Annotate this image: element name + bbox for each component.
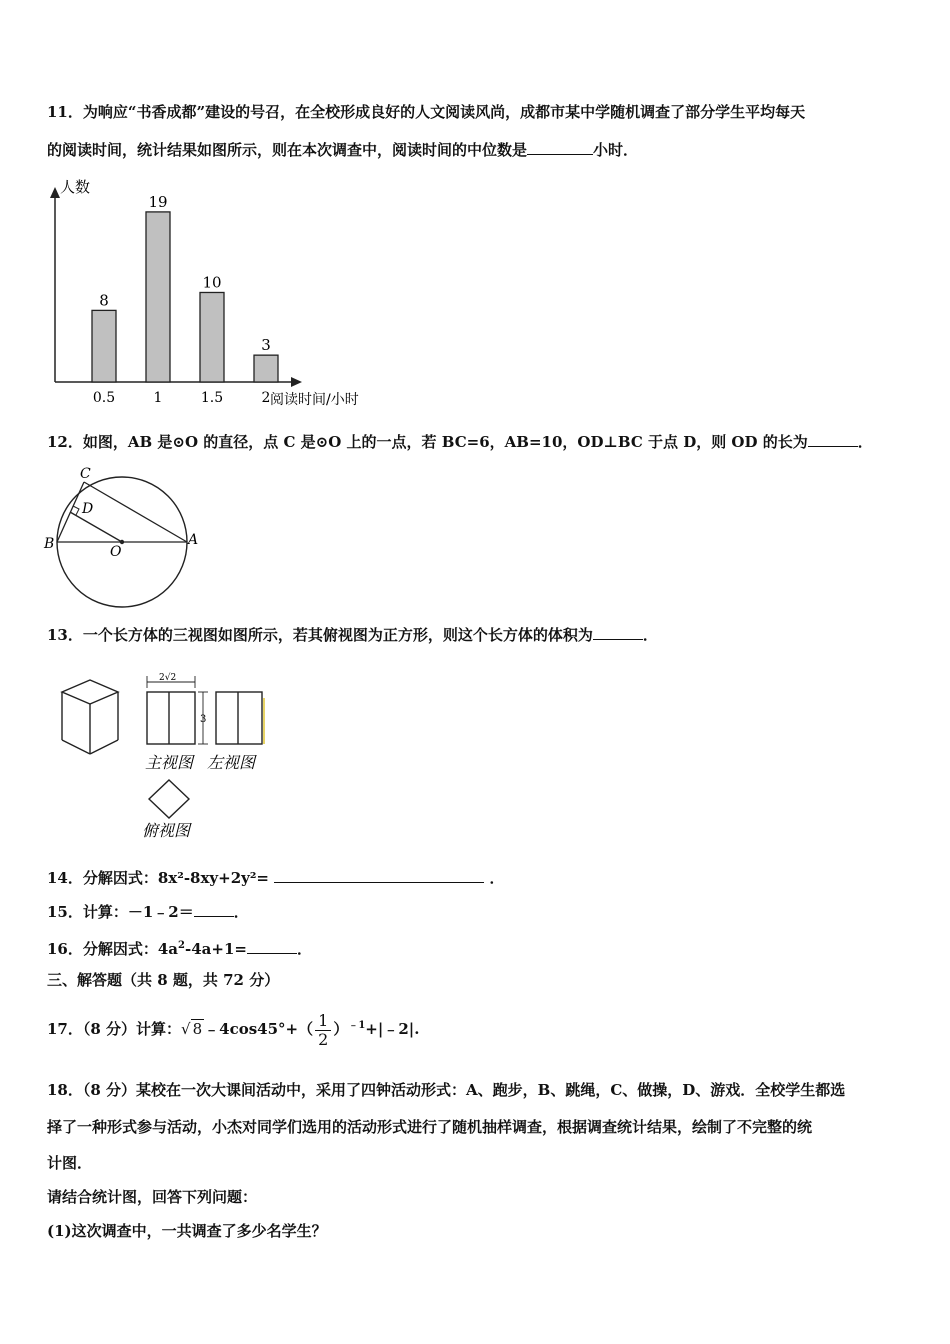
label-b: B bbox=[44, 536, 55, 552]
q16-exponent: 2 bbox=[178, 940, 185, 951]
q12-tail: ． bbox=[857, 433, 873, 451]
x-tick-label: 0.5 bbox=[92, 390, 116, 406]
cuboid-drawing bbox=[62, 680, 118, 754]
q14-tail: ． bbox=[489, 869, 505, 887]
q11-line2-text: 的阅读时间，统计结果如图所示，则在本次调查中，阅读时间的中位数是 bbox=[47, 141, 528, 159]
bars-group bbox=[92, 193, 278, 406]
height-label: 3 bbox=[200, 714, 207, 725]
y-axis-arrow bbox=[50, 187, 60, 198]
bar-0.5 bbox=[92, 310, 116, 382]
q17-frac-den: 2 bbox=[318, 1029, 329, 1049]
bar-value-label: 19 bbox=[148, 192, 168, 211]
left-view-label: 左视图 bbox=[207, 753, 256, 772]
q11-line2 bbox=[47, 140, 638, 160]
label-o: O bbox=[110, 544, 122, 560]
q16-text-b: -4a+1= bbox=[185, 940, 247, 958]
label-a: A bbox=[188, 532, 199, 548]
q18-line1: 18．（8 分）某校在一次大课间活动中，采用了四钟活动形式：A、跑步，B、跳绳，C、做操，D、游戏．全校学生都选 bbox=[47, 1081, 846, 1099]
front-view-label: 主视图 bbox=[145, 753, 194, 772]
label-c: C bbox=[80, 466, 91, 482]
q17-text-c: ） bbox=[333, 1020, 349, 1038]
q12-text: 12．如图，AB 是⊙O 的直径，点 C 是⊙O 上的一点，若 BC=6，AB=10，OD⊥BC 于点 D，则 OD 的长为 bbox=[47, 433, 808, 451]
bar-1 bbox=[146, 212, 170, 382]
x-tick-label: 1 bbox=[153, 390, 163, 406]
q13-tail: ． bbox=[642, 626, 658, 644]
width-label: 2√2 bbox=[159, 673, 177, 683]
circle-figure-svg bbox=[40, 466, 205, 611]
label-d: D bbox=[82, 501, 94, 517]
front-view bbox=[147, 692, 195, 744]
q12-answer-blank bbox=[808, 432, 858, 447]
top-view-label: 俯视图 bbox=[142, 821, 191, 840]
top-view bbox=[149, 780, 189, 818]
q18-line2: 择了一种形式参与活动，小杰对同学们选用的活动形式进行了随机抽样调查，根据调查统计结果，绘制了不完整的统 bbox=[47, 1118, 813, 1136]
q14-answer-blank bbox=[274, 868, 484, 883]
three-view-figure bbox=[50, 668, 280, 843]
q15-tail: ． bbox=[233, 903, 249, 921]
q17-exponent: ﹣1 bbox=[348, 1020, 366, 1031]
q13-line bbox=[47, 625, 658, 645]
x-axis-label: 阅读时间/小时 bbox=[270, 392, 359, 408]
q16-answer-blank bbox=[247, 939, 297, 954]
x-axis-arrow bbox=[291, 377, 302, 387]
y-axis-label: 人数 bbox=[60, 178, 91, 196]
q14-line bbox=[47, 868, 505, 888]
q15-answer-blank bbox=[194, 902, 234, 917]
circle-geometry-figure bbox=[40, 466, 205, 611]
q17-line bbox=[47, 1000, 419, 1055]
q17-frac-num: 1 bbox=[315, 1012, 331, 1031]
q17-text-a: 17．（8 分）计算： bbox=[47, 1020, 182, 1038]
bar-value-label: 8 bbox=[99, 291, 109, 310]
bar-value-label: 3 bbox=[261, 336, 271, 355]
bar-1.5 bbox=[200, 292, 224, 382]
q17-text-d: +|﹣2|. bbox=[365, 1020, 420, 1038]
q13-text: 13．一个长方体的三视图如图所示，若其俯视图为正方形，则这个长方体的体积为 bbox=[47, 626, 593, 644]
q15-text: 15．计算：－1﹣2＝ bbox=[47, 903, 194, 921]
x-tick-label: 1.5 bbox=[200, 390, 224, 406]
bar-chart-svg bbox=[40, 172, 385, 412]
q16-text-a: 16．分解因式：4a bbox=[47, 940, 179, 958]
three-view-svg bbox=[50, 668, 280, 843]
q18-line3: 计图． bbox=[47, 1154, 93, 1172]
q17-fraction bbox=[315, 1012, 331, 1049]
q16-tail: ． bbox=[296, 940, 312, 958]
left-view bbox=[216, 692, 262, 744]
reading-time-bar-chart bbox=[40, 172, 385, 412]
q17-sqrt: √ 8 bbox=[181, 1020, 203, 1038]
chord-ca bbox=[84, 482, 187, 542]
q13-answer-blank bbox=[593, 625, 643, 640]
q12-line bbox=[47, 432, 873, 452]
q16-line bbox=[47, 936, 312, 959]
section3-title: 三、解答题（共 8 题，共 72 分） bbox=[47, 971, 280, 989]
q17-text-b: ﹣4cos45°+（ bbox=[204, 1020, 314, 1038]
bar-2 bbox=[254, 355, 278, 382]
q17-radicand: 8 bbox=[192, 1020, 203, 1038]
bar-value-label: 10 bbox=[202, 273, 222, 292]
q11-answer-blank bbox=[527, 140, 593, 155]
q11-line2-tail: 小时． bbox=[593, 141, 639, 159]
q14-text: 14．分解因式：8x²-8xy+2y²= bbox=[47, 869, 270, 887]
q18-line5: (1)这次调查中，一共调查了多少名学生？ bbox=[47, 1222, 327, 1240]
segment-od bbox=[70, 512, 122, 542]
q18-line4: 请结合统计图，回答下列问题： bbox=[47, 1188, 258, 1206]
q15-line bbox=[47, 902, 249, 922]
x-tick-label: 2 bbox=[261, 390, 271, 406]
q11-line1: 11．为响应“书香成都”建设的号召，在全校形成良好的人文阅读风尚，成都市某中学随机调查了部分学生平均每天 bbox=[47, 103, 806, 121]
